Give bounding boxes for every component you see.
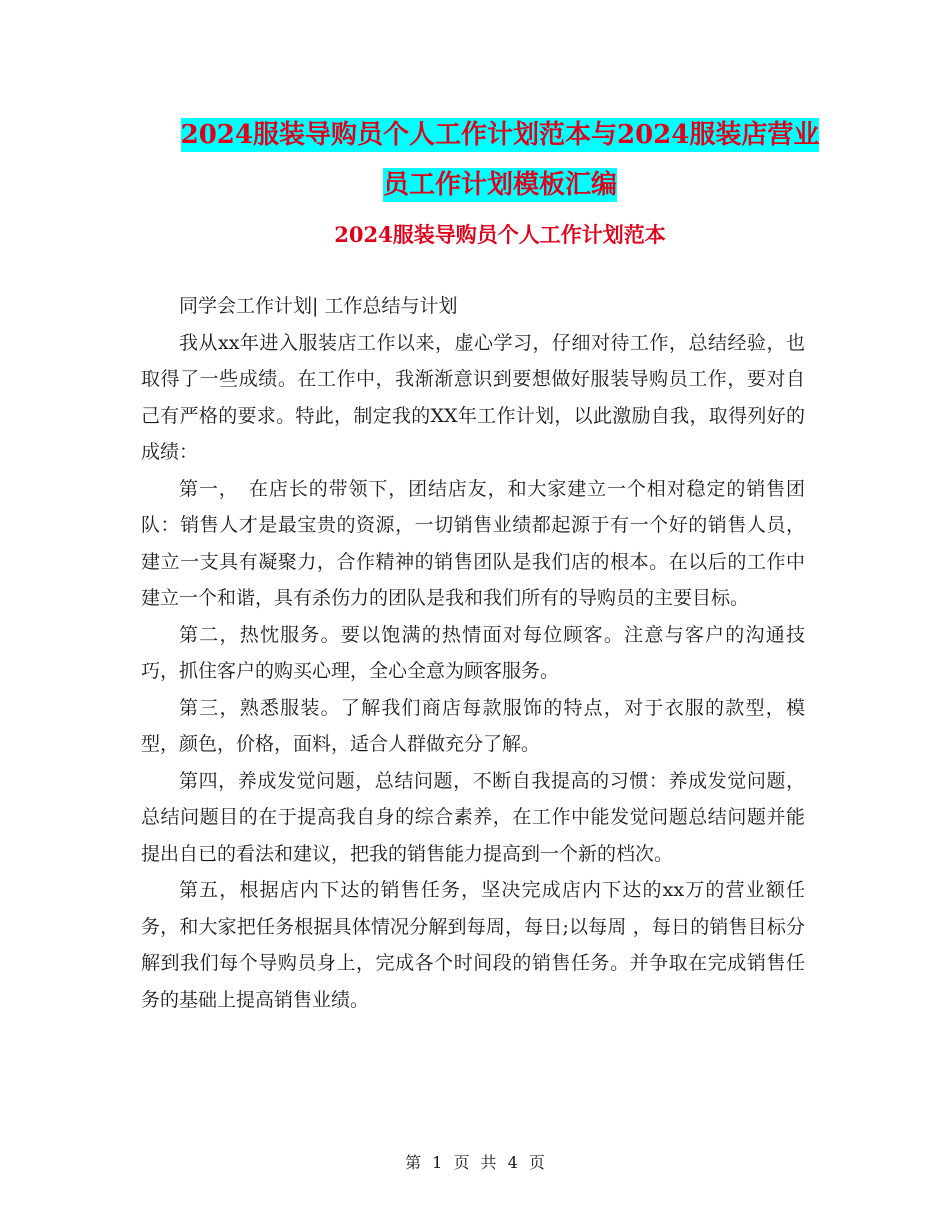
paragraph-subtitle: 同学会工作计划| 工作总结与计划 xyxy=(179,295,458,317)
paragraph-fifth: 第五，根据店内下达的销售任务，坚决完成店内下达的xx万的营业额任务，和大家把任务根据具体情况分解到每周，每日;以每周 ，每日的销售目标分解到我们每个导购员身上，完成各个时间段的销售任务。并争取在完成销售任务的基础上提高销售业绩。 xyxy=(141,879,805,1011)
document-title xyxy=(140,110,860,210)
document-title-line-1: 2024服装导购员个人工作计划范本与2024服装店营业 xyxy=(180,120,820,150)
paragraph-second: 第二，热忱服务。要以饱满的热情面对每位顾客。注意与客户的沟通技巧，抓住客户的购买心理，全心全意为顾客服务。 xyxy=(141,623,805,682)
document-body xyxy=(141,288,805,1018)
paragraph-fourth: 第四，养成发觉问题，总结问题，不断自我提高的习惯：养成发觉问题，总结问题目的在于提高我自身的综合素养，在工作中能发觉问题总结问题并能提出自已的看法和建议，把我的销售能力提高到一个新的档次。 xyxy=(141,769,805,865)
paragraph-first: 第一， 在店长的带领下，团结店友，和大家建立一个相对稳定的销售团队：销售人才是最宝贵的资源，一切销售业绩都起源于有一个好的销售人员，建立一支具有凝聚力，合作精神的销售团队是我们店的根本。在以后的工作中建立一个和谐，具有杀伤力的团队是我和我们所有的导购员的主要目标。 xyxy=(141,477,805,609)
page-footer: 第 1 页 共 4 页 xyxy=(405,1153,545,1172)
paragraph-third: 第三，熟悉服装。了解我们商店每款服饰的特点，对于衣服的款型，模型，颜色，价格，面料，适合人群做充分了解。 xyxy=(141,696,805,755)
document-title-line-2: 员工作计划模板汇编 xyxy=(382,170,617,200)
section-title: 2024服装导购员个人工作计划范本 xyxy=(334,222,666,247)
paragraph-intro: 我从xx年进入服装店工作以来，虚心学习，仔细对待工作，总结经验，也取得了一些成绩。在工作中，我渐渐意识到要想做好服装导购员工作，要对自己有严格的要求。特此，制定我的XX年工作计划，以此激励自我，取得列好的成绩： xyxy=(141,331,805,463)
